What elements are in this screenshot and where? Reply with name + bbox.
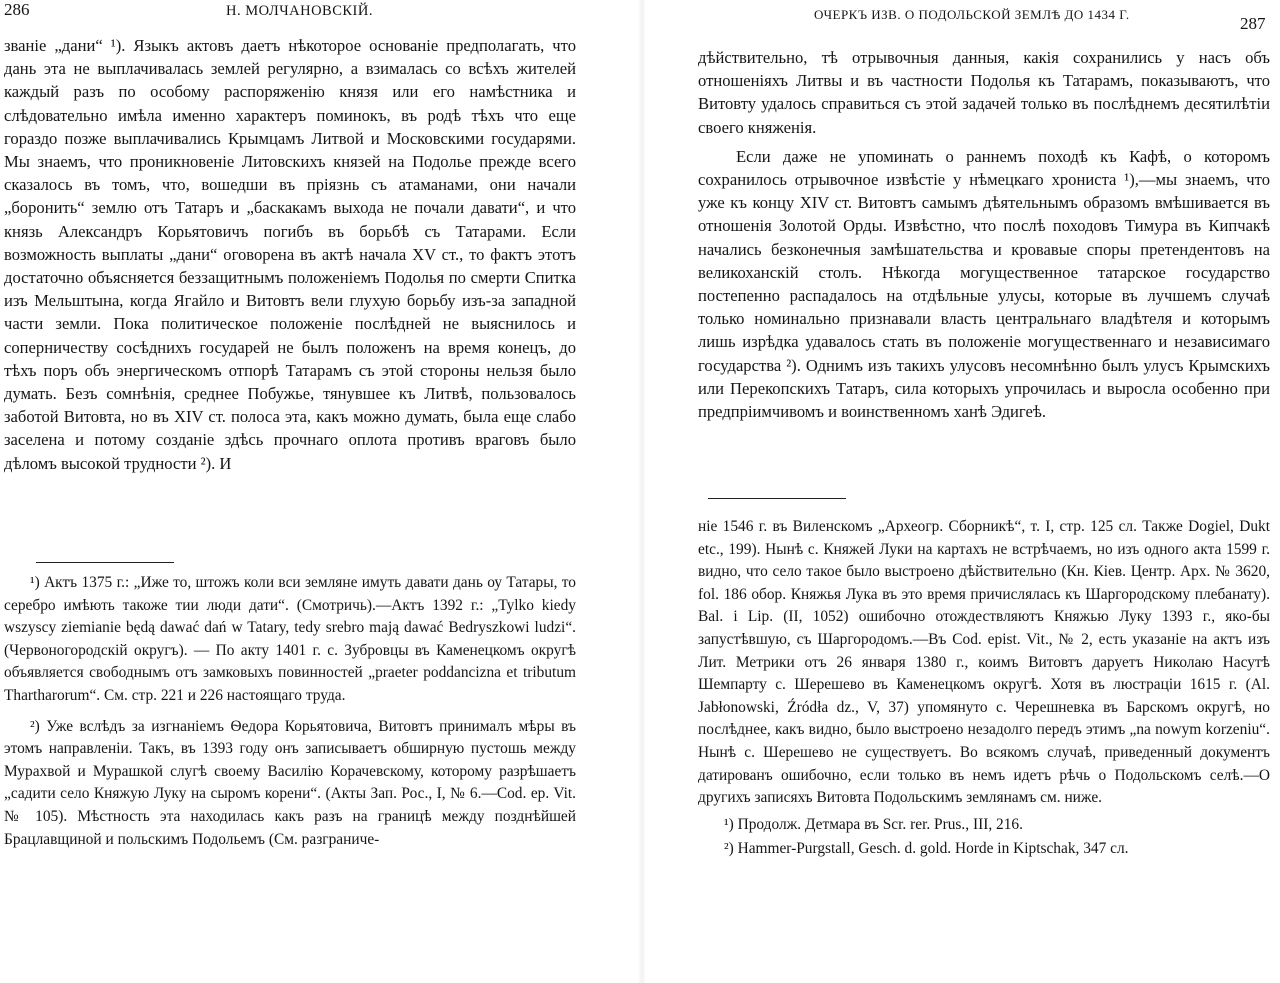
body-text [4,34,576,475]
body-text [698,46,1270,423]
footnote-continuation: ніе 1546 г. въ Виленскомъ „Археогр. Сборникѣ“, т. I, стр. 125 сл. Также Dogiel, Dukt etc., 199). Нынѣ с. Княжей Луки на картахъ не встрѣчаемъ, но изъ одного акта 1599 г. видно, что село такое было выстроено дѣйствительно (Кн. Кіев. Центр. Арх. № 3620, fol. 186 обор. Княжья Лука въ это время причислялась къ Шаргородскому плебанату). Bal. i Lip. (II, 1052) ошибочно отождествляютъ Княжью Луку 1393 г., яко-бы запустѣвшую, съ Шаргородомъ.—Въ Cod. epist. Vit., № 2, есть указаніе на актъ изъ Лит. Метрики отъ 26 января 1380 г., коимъ Витовтъ даруетъ Николаю Насутѣ Шемпарту с. Шерешево въ Каменецкомъ округѣ. Хотя въ люстраціи 1615 г. (Al. Jabłonowski, Źródła dz., V, 37) упомянуто с. Черешневка въ Барскомъ округѣ, но послѣднее, какъ видно, было выстроено незадолго передъ этимъ „na nowym korzeniu“. Нынѣ с. Шерешево не существуетъ. Во всякомъ случаѣ, приведенный документъ датированъ ошибочно, если только въ немъ идетъ рѣчь о Подольскомъ селѣ.—О другихъ записяхъ Витовта Подольскимъ землянамъ см. ниже. [698,518,1270,807]
running-head: ОЧЕРКЪ ИЗВ. О ПОДОЛЬСКОЙ ЗЕМЛѢ ДО 1434 Г. [814,7,1130,22]
page-gutter [638,0,646,983]
footnotes [698,516,1270,863]
footnote-2: ²) Hammer-Purgstall, Gesch. d. gold. Horde in Kiptschak, 347 сл. [724,840,1129,858]
right-page [658,0,1280,983]
footnote-rule [36,562,174,563]
footnote-1: ¹) Актъ 1375 г.: „Иже то, штожъ коли вси земляне имуть давати дань оу Татары, то серебро имѣють такоже тии люди дати“. (Смотричь).—Актъ 1392 г.: „Tylko kiedy wszyscy ziemianie będą dawać dań w Tatary, tedy srebro mają dawać Bedryszkowi ludzi“. (Червоногородскій округъ). — По акту 1401 г. с. Зубровцы въ Каменецкомъ округѣ объявляется свободнымъ отъ замковыхъ повинностей „praeter poddancizna et tributum Thartharorum“. См. стр. 221 и 226 настоящаго труда. [4,574,576,704]
page-number: 287 [1240,14,1266,33]
paragraph: Если даже не упоминать о раннемъ походѣ къ Кафѣ, о которомъ сохранилось отрывочное извѣстіе у нѣмецкаго хрониста ¹),—мы знаемъ, что уже къ концу XIV ст. Витовтъ самымъ дѣятельнымъ образомъ вмѣшивается въ отношенія Золотой Орды. Извѣстно, что послѣ походовъ Тимура въ Кипчакѣ начались безконечныя замѣшательства и кровавые споры претендентовъ на великоханскій столъ. Нѣкогда могущественное татарское государство постепенно распадалось на отдѣльные улусы, которые въ лучшемъ случаѣ только номинально признавали власть центральнаго владѣтеля и которымъ лишь изрѣдка удавалось стать въ положеніе могущественнаго и независимаго государства ²). Однимъ изъ такихъ улусовъ несомнѣнно былъ улусъ Крымскихъ или Перекопскихъ Татаръ, сила которыхъ упрочилась и выросла особенно при предпріимчивомъ и воинственномъ ханѣ Эдигеѣ. [698,146,1270,422]
paragraph: званіе „дани“ ¹). Языкъ актовъ даетъ нѣкоторое основаніе предполагать, что дань эта не выплачивалась землей регулярно, а взималась со всѣхъ жителей каждый разъ по особому распоряженію князя или его намѣстника и слѣдовательно имѣла именно характеръ поминокъ, въ родѣ тѣхъ что еще гораздо позже выплачивались Крымцамъ Литвой и Московскими государями. Мы знаемъ, что проникновеніе Литовскихъ князей на Подолье прежде всего сказалось въ томъ, что, вошедши въ пріязнь съ атаманами, они начали „боронить“ землю отъ Татаръ и „баскакамъ выхода не почали давати“, и что князь Александръ Корьятовичъ погибъ въ борьбѣ съ Татарами. Если возможность выплаты „дани“ оговорена въ актѣ начала XV ст., то фактъ этотъ достаточно объясняется беззащитнымъ положеніемъ Подолья по смерти Спитка изъ Мельштына, когда Ягайло и Витовтъ вели глухую борьбу изъ-за западной части земли. Пока политическое положеніе послѣдней не выяснилось и соперничеству сосѣднихъ государей не былъ положенъ на время конецъ, до тѣхъ поръ объ энергическомъ отпорѣ Татарамъ съ этой стороны нельзя было думать. Безъ сомнѣнія, среднее Побужье, тянувшее къ Литвѣ, пользовалось заботой Витовта, но въ XIV ст. полоса эта, какъ можно думать, была еще слабо заселена и потому созданіе здѣсь прочнаго оплота противъ враговъ было дѣломъ высокой трудности ²). И [4,36,576,473]
paragraph: дѣйствительно, тѣ отрывочныя данныя, какія сохранились у насъ объ отношеніяхъ Литвы и въ частности Подолья къ Татарамъ, показываютъ, что Витовту удалось справиться съ этой задачей только въ послѣднемъ десятилѣтіи своего княженія. [698,48,1270,137]
running-head: Н. МОЛЧАНОВСКІЙ. [226,3,373,19]
page-number: 286 [4,0,30,19]
footnotes [4,572,576,859]
footnote-1: ¹) Продолж. Детмара въ Scr. rer. Prus., III, 216. [724,815,1023,833]
footnote-2: ²) Уже вслѣдъ за изгнаніемъ Ѳедора Корьятовича, Витовтъ принималъ мѣры въ этомъ направленіи. Такъ, въ 1393 году онъ записываетъ обширную пустошь между Мурахвой и Мурашкой слугѣ своему Василію Корачевскому, которому разрѣшаетъ „садити село Княжую Луку на сыромъ корени“. (Акты Зап. Рос., I, № 6.—Cod. ep. Vit. № 105). Мѣстность эта находилась какъ разъ на границѣ между позднѣйшей Брацлавщиной и польскимъ Подольемъ (См. разграниче- [4,717,576,848]
left-page [0,0,622,983]
footnote-rule [708,498,846,499]
